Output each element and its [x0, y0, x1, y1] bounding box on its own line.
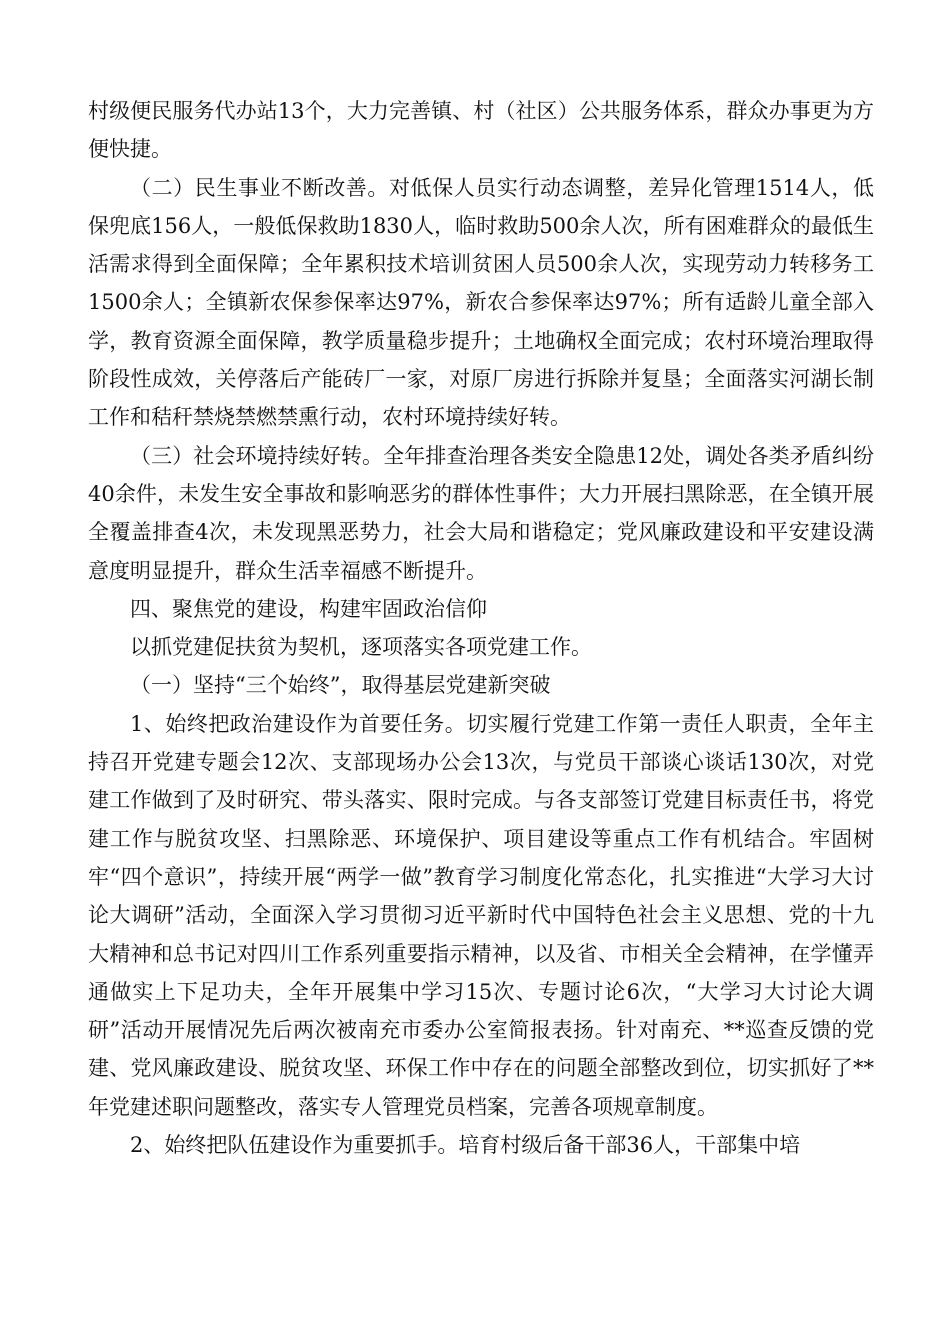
paragraph-party-intro: 以抓党建促扶贫为契机，逐项落实各项党建工作。 [130, 635, 592, 660]
subsection-heading-three-always: （一）坚持“三个始终”，取得基层党建新突破 [130, 673, 551, 698]
paragraph-social-environment: （三）社会环境持续好转。全年排查治理各类安全隐患12处，调处各类矛盾纠纷40余件，未发生安全事故和影响恶劣的群体性事件；大力开展扫黑除恶，在全镇开展全覆盖排查4次，未发现黑恶势力，社会大局和谐稳定；党风廉政建设和平安建设满意度明显提升，群众生活幸福感不断提升。 [88, 443, 874, 583]
section-heading-party-building: 四、聚焦党的建设，构建牢固政治信仰 [130, 596, 487, 621]
paragraph-livelihood: （二）民生事业不断改善。对低保人员实行动态调整，差异化管理1514人，低保兜底156人，一般低保救助1830人，临时救助500余人次，所有困难群众的最低生活需求得到全面保障；全年累积技术培训贫困人员500余人次，实现劳动力转移务工1500余人；全镇新农保参保率达97%，新农合参保率达97%；所有适龄儿童全部入学，教育资源全面保障，教学质量稳步提升；土地确权全面完成；农村环境治理取得阶段性成效，关停落后产能砖厂一家，对原厂房进行拆除并复垦；全面落实河湖长制工作和秸秆禁烧禁燃禁熏行动，农村环境持续好转。 [88, 175, 874, 430]
paragraph-team-construction: 2、始终把队伍建设作为重要抓手。培育村级后备干部36人，干部集中培 [130, 1133, 801, 1158]
document-body [88, 92, 874, 1164]
paragraph-continuation: 村级便民服务代办站13个，大力完善镇、村（社区）公共服务体系，群众办事更为方便快捷。 [88, 99, 874, 162]
paragraph-political-construction: 1、始终把政治建设作为首要任务。切实履行党建工作第一责任人职责，全年主持召开党建专题会12次、支部现场办公会13次，与党员干部谈心谈话130次，对党建工作做到了及时研究、带头落实、限时完成。与各支部签订党建目标责任书，将党建工作与脱贫攻坚、扫黑除恶、环境保护、项目建设等重点工作有机结合。牢固树牢“四个意识”，持续开展“两学一做”教育学习制度化常态化，扎实推进“大学习大讨论大调研”活动，全面深入学习贯彻习近平新时代中国特色社会主义思想、党的十九大精神和总书记对四川工作系列重要指示精神，以及省、市相关全会精神，在学懂弄通做实上下足功夫，全年开展集中学习15次、专题讨论6次，“大学习大讨论大调研”活动开展情况先后两次被南充市委办公室简报表扬。针对南充、**巡查反馈的党建、党风廉政建设、脱贫攻坚、环保工作中存在的问题全部整改到位，切实抓好了**年党建述职问题整改，落实专人管理党员档案，完善各项规章制度。 [88, 711, 874, 1119]
